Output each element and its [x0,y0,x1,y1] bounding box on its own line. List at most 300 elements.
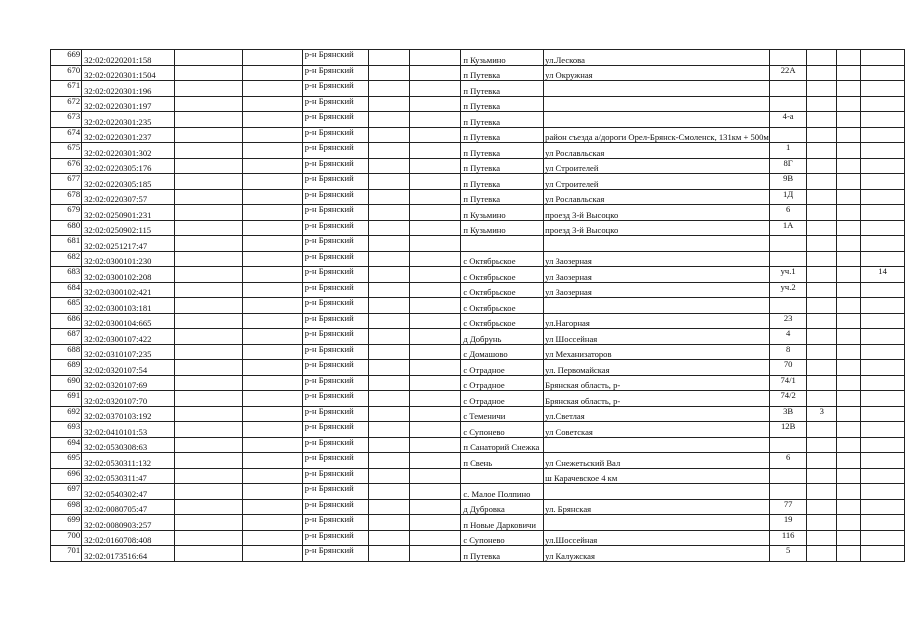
empty-cell [243,515,302,531]
cadastral-number: 32:02:0540302:47 [82,484,175,500]
table-row [51,344,905,360]
empty-cell [409,437,461,453]
empty-cell [174,437,243,453]
empty-cell [837,344,861,360]
empty-cell [369,298,409,314]
settlement-cell: п Санаторий Снежка [461,437,544,453]
value-cell [861,530,905,546]
district-cell: р-н Брянский [302,375,369,391]
cadastral-number: 32:02:0250902:115 [82,220,175,236]
district-cell: р-н Брянский [302,313,369,329]
empty-cell [243,546,302,562]
empty-cell [409,546,461,562]
building-cell [807,546,837,562]
building-cell [807,65,837,81]
value-cell [861,484,905,500]
empty-cell [243,112,302,128]
empty-cell [243,453,302,469]
row-number: 698 [51,499,82,515]
row-number: 676 [51,158,82,174]
district-cell: р-н Брянский [302,344,369,360]
value-cell [861,236,905,252]
empty-cell [369,96,409,112]
empty-cell [409,251,461,267]
house-cell [769,127,807,143]
table-row [51,65,905,81]
table-row [51,251,905,267]
street-cell: ул Рославльская [544,189,770,205]
empty-cell [243,143,302,159]
building-cell [807,189,837,205]
empty-cell [837,298,861,314]
cadastral-number: 32:02:0220307:57 [82,189,175,205]
empty-cell [243,205,302,221]
empty-cell [409,158,461,174]
empty-cell [174,515,243,531]
street-cell: ул. Первомайская [544,360,770,376]
empty-cell [174,422,243,438]
empty-cell [243,96,302,112]
row-number: 694 [51,437,82,453]
house-cell: 74/1 [769,375,807,391]
row-number: 690 [51,375,82,391]
house-cell: 12В [769,422,807,438]
street-cell: ул Заозерная [544,282,770,298]
empty-cell [409,127,461,143]
house-cell: 1А [769,220,807,236]
street-cell: ул. Брянская [544,499,770,515]
value-cell [861,515,905,531]
district-cell: р-н Брянский [302,205,369,221]
empty-cell [174,143,243,159]
empty-cell [243,81,302,97]
settlement-cell: п Кузьмино [461,205,544,221]
cadastral-number: 32:02:0300107:422 [82,329,175,345]
empty-cell [837,205,861,221]
empty-cell [837,220,861,236]
building-cell [807,360,837,376]
row-number: 674 [51,127,82,143]
value-cell: 14 [861,267,905,283]
empty-cell [174,530,243,546]
empty-cell [174,220,243,236]
street-cell: Брянская область, р- [544,375,770,391]
empty-cell [837,437,861,453]
empty-cell [174,65,243,81]
empty-cell [243,422,302,438]
empty-cell [174,344,243,360]
row-number: 697 [51,484,82,500]
house-cell: 116 [769,530,807,546]
table-row [51,189,905,205]
empty-cell [243,329,302,345]
empty-cell [369,515,409,531]
empty-cell [243,174,302,190]
empty-cell [369,158,409,174]
house-cell [769,96,807,112]
empty-cell [174,158,243,174]
district-cell: р-н Брянский [302,112,369,128]
empty-cell [243,298,302,314]
empty-cell [369,530,409,546]
table-row [51,112,905,128]
cadastral-number: 32:02:0080903:257 [82,515,175,531]
register-table [50,49,905,562]
building-cell [807,81,837,97]
district-cell: р-н Брянский [302,468,369,484]
house-cell: 9В [769,174,807,190]
house-cell [769,50,807,66]
building-cell [807,468,837,484]
empty-cell [243,158,302,174]
empty-cell [174,468,243,484]
district-cell: р-н Брянский [302,174,369,190]
empty-cell [369,484,409,500]
table-row [51,236,905,252]
table-row [51,437,905,453]
empty-cell [369,391,409,407]
empty-cell [369,282,409,298]
row-number: 695 [51,453,82,469]
empty-cell [837,65,861,81]
house-cell: 74/2 [769,391,807,407]
empty-cell [837,50,861,66]
cadastral-number: 32:02:0173516:64 [82,546,175,562]
table-row [51,453,905,469]
empty-cell [837,143,861,159]
district-cell: р-н Брянский [302,391,369,407]
building-cell: 3 [807,406,837,422]
street-cell [544,484,770,500]
cadastral-number: 32:02:0410101:53 [82,422,175,438]
empty-cell [369,112,409,128]
building-cell [807,422,837,438]
row-number: 675 [51,143,82,159]
street-cell: ул Заозерная [544,267,770,283]
empty-cell [369,81,409,97]
house-cell [769,298,807,314]
settlement-cell: с Октябрьское [461,313,544,329]
house-cell: 4-а [769,112,807,128]
row-number: 691 [51,391,82,407]
empty-cell [409,391,461,407]
empty-cell [409,406,461,422]
empty-cell [837,468,861,484]
empty-cell [409,422,461,438]
empty-cell [369,50,409,66]
cadastral-number: 32:02:0320107:70 [82,391,175,407]
building-cell [807,112,837,128]
empty-cell [369,329,409,345]
value-cell [861,391,905,407]
value-cell [861,375,905,391]
empty-cell [409,313,461,329]
value-cell [861,298,905,314]
street-cell [544,437,770,453]
table-row [51,81,905,97]
cadastral-number: 32:02:0220301:302 [82,143,175,159]
street-cell: ул Советская [544,422,770,438]
cadastral-number: 32:02:0250901:231 [82,205,175,221]
row-number: 701 [51,546,82,562]
district-cell: р-н Брянский [302,143,369,159]
empty-cell [174,174,243,190]
empty-cell [243,468,302,484]
settlement-cell: п Путевка [461,65,544,81]
house-cell [769,251,807,267]
district-cell: р-н Брянский [302,282,369,298]
value-cell [861,174,905,190]
table-row [51,205,905,221]
empty-cell [369,546,409,562]
street-cell: ул Механизаторов [544,344,770,360]
settlement-cell: с Октябрьское [461,298,544,314]
table-row [51,484,905,500]
street-cell: ул.Нагорная [544,313,770,329]
district-cell: р-н Брянский [302,499,369,515]
district-cell: р-н Брянский [302,251,369,267]
building-cell [807,298,837,314]
district-cell: р-н Брянский [302,422,369,438]
value-cell [861,422,905,438]
value-cell [861,127,905,143]
row-number: 689 [51,360,82,376]
house-cell: 3В [769,406,807,422]
settlement-cell: с Теменичи [461,406,544,422]
district-cell: р-н Брянский [302,546,369,562]
empty-cell [837,251,861,267]
empty-cell [837,112,861,128]
street-cell [544,298,770,314]
row-number: 671 [51,81,82,97]
empty-cell [369,267,409,283]
row-number: 670 [51,65,82,81]
settlement-cell: п Путевка [461,189,544,205]
empty-cell [409,282,461,298]
empty-cell [409,468,461,484]
district-cell: р-н Брянский [302,50,369,66]
empty-cell [409,267,461,283]
row-number: 679 [51,205,82,221]
house-cell [769,484,807,500]
table-row [51,282,905,298]
cadastral-number: 32:02:0300104:665 [82,313,175,329]
street-cell: ул Снежетьский Вал [544,453,770,469]
empty-cell [174,267,243,283]
cadastral-number: 32:02:0530308:63 [82,437,175,453]
cadastral-number: 32:02:0530311:132 [82,453,175,469]
settlement-cell: с Супонево [461,422,544,438]
empty-cell [243,530,302,546]
building-cell [807,499,837,515]
row-number: 700 [51,530,82,546]
table-row [51,298,905,314]
empty-cell [369,313,409,329]
building-cell [807,375,837,391]
building-cell [807,174,837,190]
empty-cell [837,406,861,422]
empty-cell [409,298,461,314]
street-cell: проезд 3-й Высоцко [544,205,770,221]
empty-cell [409,236,461,252]
row-number: 678 [51,189,82,205]
empty-cell [369,236,409,252]
table-row [51,96,905,112]
empty-cell [243,360,302,376]
cadastral-number: 32:02:0300103:181 [82,298,175,314]
table-row [51,143,905,159]
value-cell [861,437,905,453]
empty-cell [837,282,861,298]
house-cell: 1 [769,143,807,159]
row-number: 699 [51,515,82,531]
empty-cell [174,298,243,314]
empty-cell [369,406,409,422]
empty-cell [369,205,409,221]
value-cell [861,65,905,81]
table-row [51,220,905,236]
cadastral-number: 32:02:0080705:47 [82,499,175,515]
value-cell [861,158,905,174]
settlement-cell: п Новые Дарковичи [461,515,544,531]
house-cell: 19 [769,515,807,531]
empty-cell [837,546,861,562]
row-number: 682 [51,251,82,267]
empty-cell [243,391,302,407]
empty-cell [174,50,243,66]
district-cell: р-н Брянский [302,220,369,236]
empty-cell [174,313,243,329]
empty-cell [837,96,861,112]
empty-cell [243,437,302,453]
empty-cell [174,81,243,97]
row-number: 688 [51,344,82,360]
building-cell [807,313,837,329]
row-number: 677 [51,174,82,190]
district-cell: р-н Брянский [302,127,369,143]
settlement-cell: с Октябрьское [461,282,544,298]
row-number: 696 [51,468,82,484]
house-cell: 1Д [769,189,807,205]
value-cell [861,499,905,515]
empty-cell [369,251,409,267]
building-cell [807,437,837,453]
empty-cell [174,406,243,422]
settlement-cell: с Отрадное [461,391,544,407]
cadastral-number: 32:02:0220301:1504 [82,65,175,81]
empty-cell [243,375,302,391]
empty-cell [174,205,243,221]
street-cell [544,515,770,531]
cadastral-number: 32:02:0220301:237 [82,127,175,143]
street-cell: район съезда а/дороги Орел-Брянск-Смоленск, 131км + 500м [544,127,770,143]
settlement-cell: п Путевка [461,96,544,112]
value-cell [861,81,905,97]
empty-cell [369,468,409,484]
empty-cell [409,81,461,97]
district-cell: р-н Брянский [302,65,369,81]
empty-cell [409,96,461,112]
settlement-cell: д Дубровка [461,499,544,515]
district-cell: р-н Брянский [302,484,369,500]
cadastral-number: 32:02:0220301:197 [82,96,175,112]
empty-cell [409,344,461,360]
settlement-cell: с Октябрьское [461,267,544,283]
empty-cell [369,143,409,159]
house-cell [769,468,807,484]
cadastral-number: 32:02:0320107:54 [82,360,175,376]
settlement-cell: п Путевка [461,143,544,159]
empty-cell [243,282,302,298]
building-cell [807,453,837,469]
building-cell [807,251,837,267]
cadastral-number: 32:02:0220201:158 [82,50,175,66]
street-cell [544,96,770,112]
empty-cell [369,453,409,469]
empty-cell [174,484,243,500]
street-cell: ул Строителей [544,174,770,190]
cadastral-number: 32:02:0300101:230 [82,251,175,267]
house-cell: 6 [769,453,807,469]
row-number: 686 [51,313,82,329]
building-cell [807,391,837,407]
empty-cell [174,96,243,112]
settlement-cell [461,236,544,252]
house-cell: 5 [769,546,807,562]
empty-cell [174,282,243,298]
house-cell: 77 [769,499,807,515]
empty-cell [837,158,861,174]
empty-cell [409,375,461,391]
row-number: 685 [51,298,82,314]
value-cell [861,406,905,422]
building-cell [807,220,837,236]
settlement-cell: п Путевка [461,81,544,97]
street-cell: ул.Лескова [544,50,770,66]
table-row [51,267,905,283]
empty-cell [369,127,409,143]
building-cell [807,530,837,546]
table-row [51,391,905,407]
empty-cell [837,189,861,205]
house-cell: уч.1 [769,267,807,283]
empty-cell [409,220,461,236]
row-number: 681 [51,236,82,252]
empty-cell [409,174,461,190]
settlement-cell: с Домашово [461,344,544,360]
table-row [51,546,905,562]
street-cell: проезд 3-й Высоцко [544,220,770,236]
building-cell [807,236,837,252]
table-row [51,406,905,422]
empty-cell [243,220,302,236]
empty-cell [837,499,861,515]
empty-cell [409,205,461,221]
empty-cell [837,360,861,376]
empty-cell [174,251,243,267]
row-number: 680 [51,220,82,236]
table-row [51,50,905,66]
value-cell [861,344,905,360]
empty-cell [243,499,302,515]
empty-cell [837,530,861,546]
empty-cell [837,174,861,190]
cadastral-number: 32:02:0320107:69 [82,375,175,391]
table-row [51,174,905,190]
district-cell: р-н Брянский [302,437,369,453]
street-cell: ул Калужская [544,546,770,562]
settlement-cell: п Кузьмино [461,220,544,236]
